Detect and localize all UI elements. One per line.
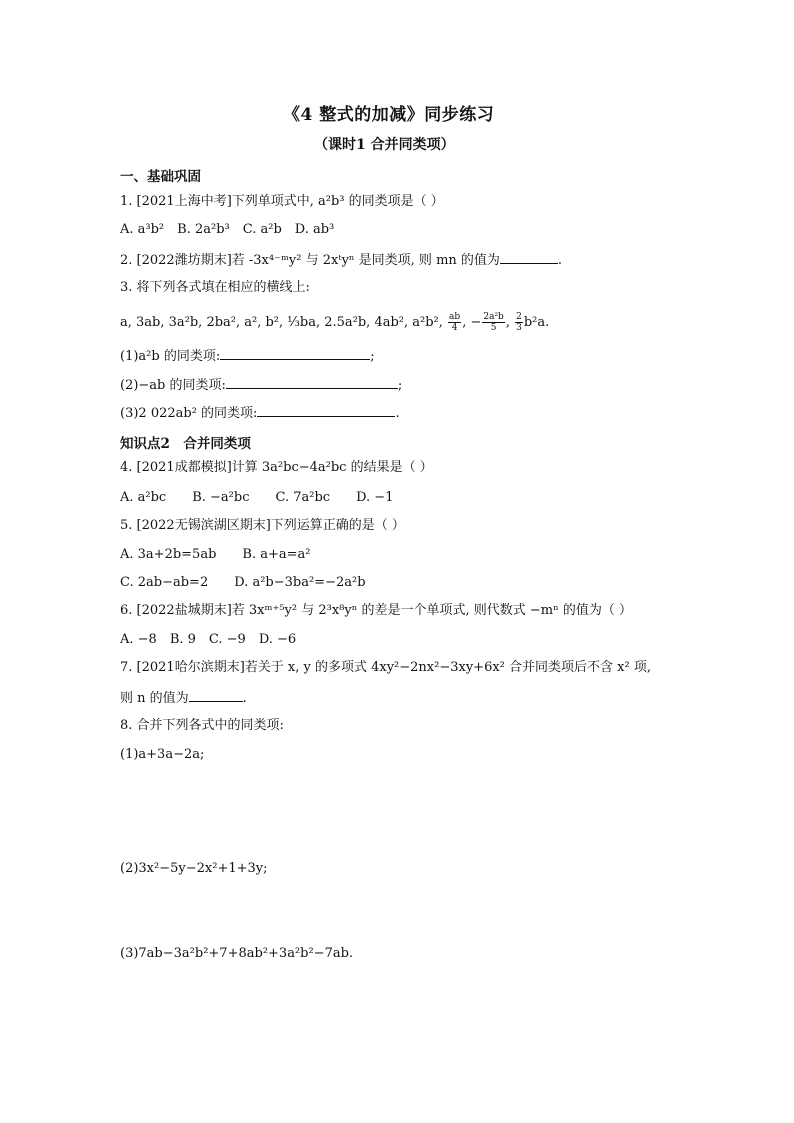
- question-4-options: A. a²bc B. −a²bc C. 7a²bc D. −1: [120, 490, 394, 505]
- question-3-item-list: a, 3ab, 3a²b, 2ba², a², b², ⅓ba, 2.5a²b, 4ab², a²b²,: [120, 315, 443, 330]
- answer-blank[interactable]: [500, 251, 558, 264]
- question-4: 4. [2021成都模拟]计算 3a²bc−4a²bc 的结果是（ ）: [120, 460, 433, 475]
- question-3-sub-3: (3)2 022ab² 的同类项: .: [120, 406, 400, 421]
- section-heading-basics: 一、基础巩固: [120, 169, 201, 185]
- question-3-sub-1: (1)a²b 的同类项: ;: [120, 349, 375, 364]
- question-1: 1. [2021上海中考]下列单项式中, a²b³ 的同类项是（ ）: [120, 194, 444, 209]
- question-3-items: a, 3ab, 3a²b, 2ba², a², b², ⅓ba, 2.5a²b, 4ab², a²b², $\frac{ab}{4}$ , − $\frac{\text{2a²b}}{5}$ , $\frac{2}{3}$ b²a.: [120, 312, 550, 333]
- question-8-sub-1: (1)a+3a−2a;: [120, 747, 205, 762]
- question-8-sub-3: (3)7ab−3a²b²+7+8ab²+3a²b²−7ab.: [120, 946, 354, 961]
- question-8-sub-2: (2)3x²−5y−2x²+1+3y;: [120, 861, 268, 876]
- question-5-options-cd: C. 2ab−ab=2 D. a²b−3ba²=−2a²b: [120, 575, 366, 590]
- question-1-options: A. a³b² B. 2a²b³ C. a²b D. ab³: [120, 222, 335, 237]
- answer-blank[interactable]: [189, 689, 243, 702]
- page-subtitle: （课时1 合并同类项）: [314, 137, 455, 153]
- question-7-cont: 则 n 的值为 .: [120, 691, 247, 706]
- answer-blank[interactable]: [226, 376, 398, 389]
- question-3-sub-2: (2)−ab 的同类项: ;: [120, 378, 403, 393]
- section-heading-combine: 知识点2 合并同类项: [120, 436, 251, 452]
- fraction: $\frac{ab}{4}$: [449, 312, 461, 333]
- question-2: 2. [2022潍坊期末]若 -3x⁴⁻ᵐy² 与 2xᵗyⁿ 是同类项, 则 mn 的值为 .: [120, 253, 563, 268]
- question-2-text: 2. [2022潍坊期末]若 -3x⁴⁻ᵐy² 与 2xᵗyⁿ 是同类项, 则 mn 的值为: [120, 253, 500, 268]
- answer-blank[interactable]: [220, 347, 370, 360]
- question-3: 3. 将下列各式填在相应的横线上:: [120, 280, 310, 295]
- question-6-options: A. −8 B. 9 C. −9 D. −6: [120, 632, 297, 647]
- question-5: 5. [2022无锡滨湖区期末]下列运算正确的是（ ）: [120, 518, 405, 533]
- fraction: $\frac{\text{2a²b}}{5}$: [483, 312, 504, 333]
- page-title: 《4 整式的加减》同步练习: [283, 105, 495, 125]
- fraction: $\frac{2}{3}$: [516, 312, 522, 333]
- question-5-options-ab: A. 3a+2b=5ab B. a+a=a²: [120, 547, 311, 562]
- question-8: 8. 合并下列各式中的同类项:: [120, 718, 284, 733]
- question-7: 7. [2021哈尔滨期末]若关于 x, y 的多项式 4xy²−2nx²−3xy+6x² 合并同类项后不含 x² 项,: [120, 660, 651, 675]
- answer-blank[interactable]: [257, 404, 395, 417]
- question-6: 6. [2022盐城期末]若 3xᵐ⁺⁵y² 与 2³x⁸yⁿ 的差是一个单项式, 则代数式 −mⁿ 的值为（ ）: [120, 603, 632, 618]
